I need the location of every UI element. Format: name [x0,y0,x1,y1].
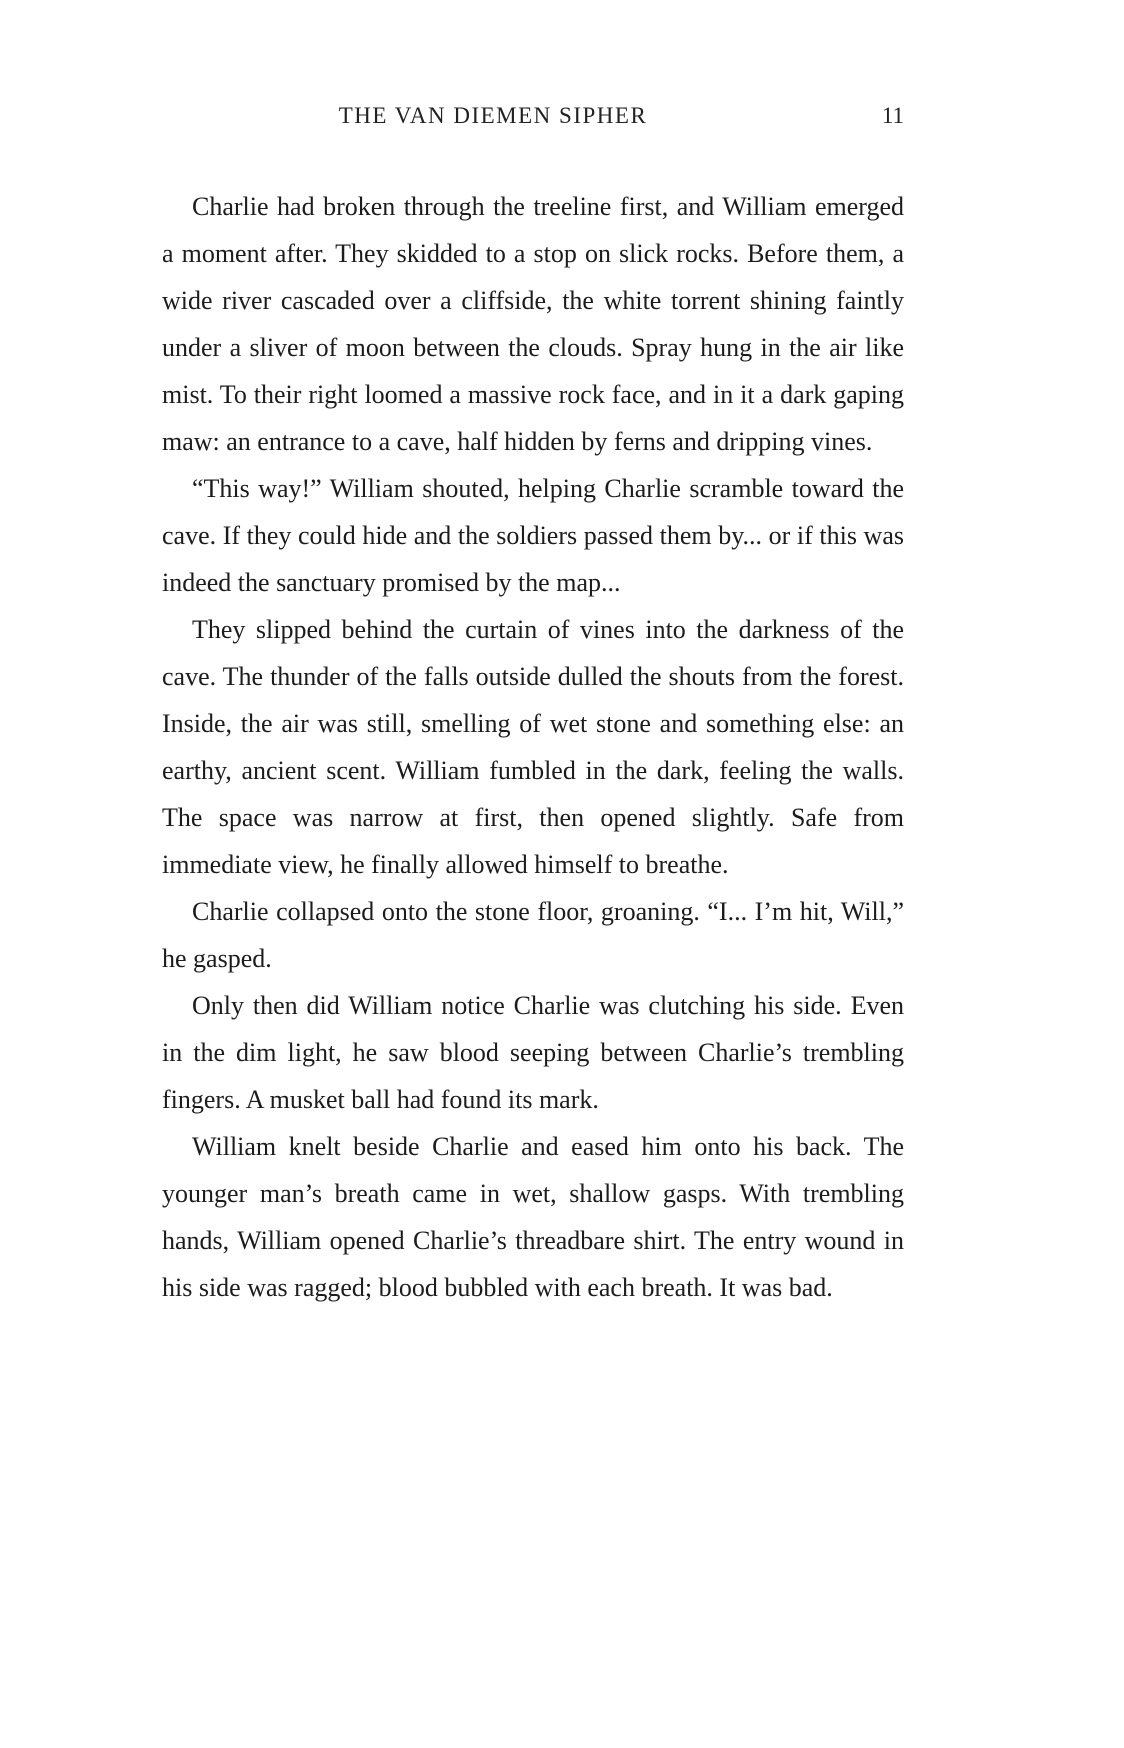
paragraph: They slipped behind the curtain of vines into the darkness of the cave. The thunder of the falls outside dulled the shouts from the forest. Inside, the air was still, smelling of wet stone and something else: an earthy, ancient scent. William fumbled in the dark, feeling the walls. The space was narrow at first, then opened slightly. Safe from immediate view, he finally allowed himself to breathe. [162,615,904,879]
paragraph: Only then did William notice Charlie was clutching his side. Even in the dim light, he saw blood seeping between Charlie’s trembling fingers. A musket ball had found its mark. [162,991,904,1114]
running-header [162,103,904,133]
paragraph: Charlie collapsed onto the stone floor, groaning. “I... I’m hit, Will,” he gasped. [162,897,904,973]
page-number: 11 [881,103,904,128]
paragraph: “This way!” William shouted, helping Charlie scramble toward the cave. If they could hide and the soldiers passed them by... or if this was indeed the sanctuary promised by the map... [162,474,904,597]
running-header-title: THE VAN DIEMEN SIPHER [338,103,648,128]
paragraph: Charlie had broken through the treeline first, and William emerged a moment after. They skidded to a stop on slick rocks. Before them, a wide river cascaded over a cliffside, the white torrent shining faintly under a sliver of moon between the clouds. Spray hung in the air like mist. To their right loomed a massive rock face, and in it a dark gaping maw: an entrance to a cave, half hidden by ferns and dripping vines. [162,192,904,456]
page-body [162,183,904,1311]
paragraph: William knelt beside Charlie and eased him onto his back. The younger man’s breath came in wet, shallow gasps. With trembling hands, William opened Charlie’s threadbare shirt. The entry wound in his side was ragged; blood bubbled with each breath. It was bad. [162,1132,904,1302]
